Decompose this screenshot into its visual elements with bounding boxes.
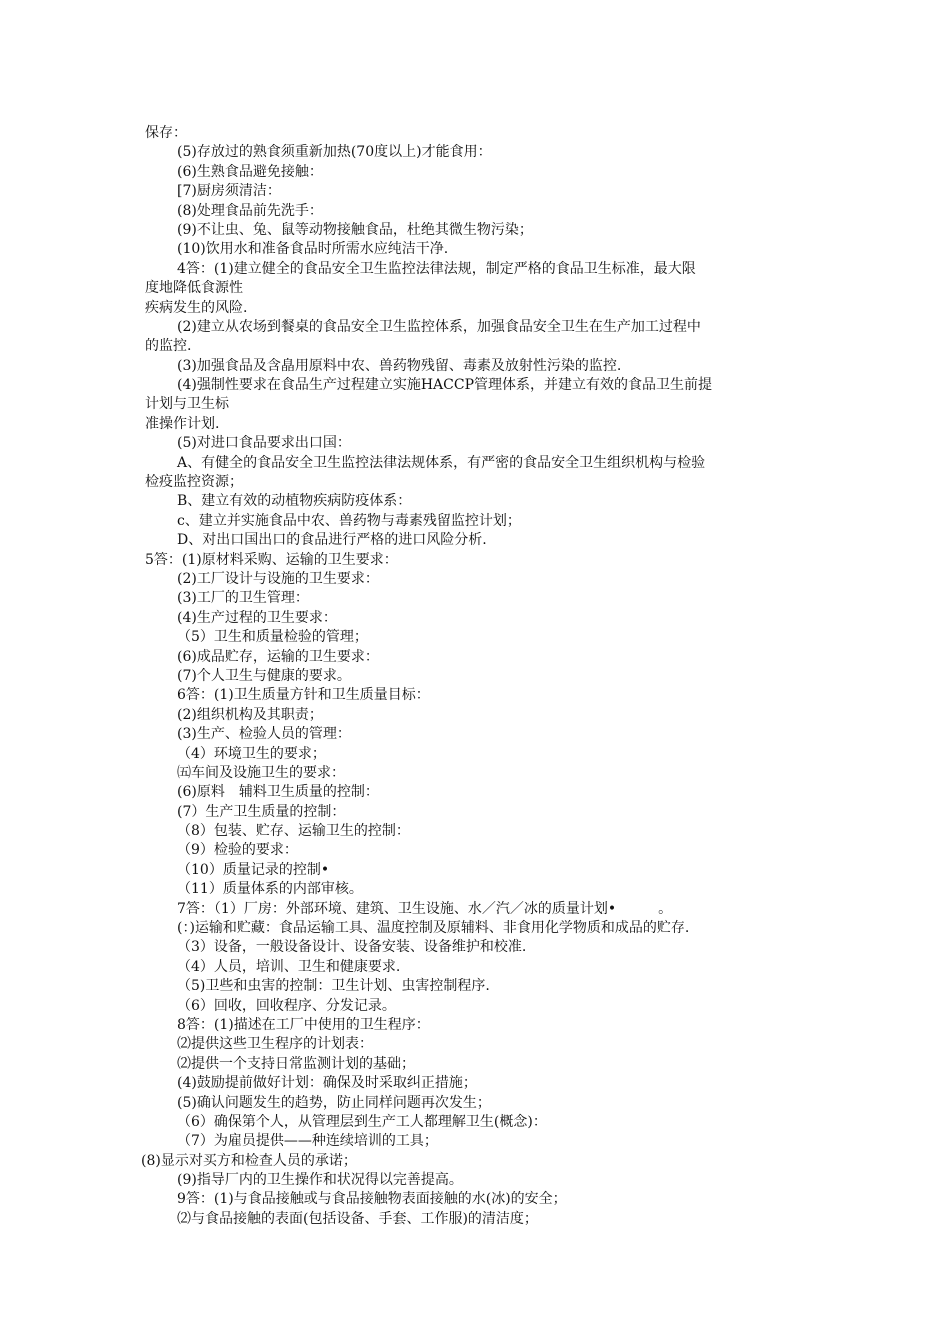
text-line: (7）生产卫生质量的控制：: [177, 803, 346, 820]
text-line: 7答：（1）厂房：外部环境、建筑、卫生设施、水／汽／冰的质量计划• 。: [177, 900, 673, 917]
text-line: (3)加强食品及含皛用原料中农、兽药物残留、毒素及放射性污染的监控.: [177, 357, 622, 374]
text-line: 计划与卫生标: [145, 396, 229, 413]
text-line: (5)存放过的熟食须重新加热(70度以上)才能食用：: [177, 144, 492, 161]
text-line: （11）质量体系的内部审核。: [177, 881, 363, 898]
text-line: (2)工厂设计与设施的卫生要求：: [177, 570, 379, 587]
text-line: (7)个人卫生与健康的要求。: [177, 667, 351, 684]
text-line: 6答：(1)卫生质量方针和卫生质量目标：: [177, 687, 430, 704]
text-line: (4)强制性要求在食品生产过程建立实施HACCP管理体系，并建立有效的食品卫生前提: [177, 377, 712, 394]
text-line: (9)不让虫、兔、鼠等动物接触食品，杜绝其微生物污染；: [177, 221, 533, 238]
text-line: 检疫监控资源；: [145, 474, 243, 491]
text-line: 准操作计划.: [145, 415, 220, 432]
text-line: c、建立并实施食品中农、兽药物与毒素残留监控计划；: [177, 512, 521, 529]
text-line: (3)生产、检验人员的管理：: [177, 726, 351, 743]
text-line: （5）卫生和质量检验的管理；: [177, 629, 368, 646]
text-line: 度地降低食源性: [145, 280, 243, 297]
text-line: ⑵提供这些卫生程序的计划表：: [177, 1036, 373, 1053]
text-line: [7)厨房须清洁：: [177, 183, 281, 200]
text-line: A、有健全的食品安全卫生监控法律法规体系，有严密的食品安全卫生组织机构与检验: [177, 454, 706, 471]
text-line: (8)显示对买方和检查人员的承诺；: [141, 1152, 357, 1169]
text-line: ⑵与食品接触的表面(包括设备、手套、工作服)的清洁度；: [177, 1210, 538, 1227]
text-line: （4）人员，培训、卫生和健康要求.: [177, 958, 401, 975]
text-line: (6)原料 辅料卫生质量的控制：: [177, 784, 379, 801]
text-line: (2)建立从农场到餐桌的食品安全卫生监控体系，加强食品安全卫生在生产加工过程中: [177, 318, 701, 335]
text-line: （8）包装、贮存、运输卫生的控制：: [177, 823, 410, 840]
text-line: （9）检验的要求：: [177, 842, 298, 859]
text-line: ⑵提供一个支持日常监测计划的基础；: [177, 1055, 415, 1072]
text-line: (4)生产过程的卫生要求：: [177, 609, 337, 626]
text-line: (5)确认问题发生的趋势，防止同样问题再次发生；: [177, 1094, 491, 1111]
document-body-text: [141, 124, 815, 1229]
text-line: (3)工厂的卫生管理：: [177, 590, 309, 607]
text-line: (2)组织机构及其职责；: [177, 706, 323, 723]
text-line: 8答：(1)描述在工厂中使用的卫生程序：: [177, 1016, 430, 1033]
text-line: 疾病发生的风险.: [145, 299, 248, 316]
text-line: (4)鼓励提前做好计划：确保及时采取纠正措施；: [177, 1075, 477, 1092]
text-line: 5答：(1)原材料采购、运输的卫生要求：: [145, 551, 398, 568]
text-line: （7）为雇员提供——种连续培训的工具；: [177, 1133, 438, 1150]
text-line: (10)饮用水和准备食品时所需水应纯洁干净.: [177, 241, 449, 258]
text-line: (9)指导厂内的卫生操作和状况得以完善提高。: [177, 1172, 463, 1189]
text-line: 4答：(1)建立健全的食品安全卫生监控法律法规，制定严格的食品卫生标准，最大限: [177, 260, 696, 277]
text-line: (5)对进口食品要求出口国：: [177, 435, 351, 452]
text-line: （3）设备，一般设备设计、设备安装、设备维护和校准.: [177, 939, 527, 956]
text-line: B、建立有效的动植物疾病防疫体系：: [177, 493, 412, 510]
text-line: (8)处理食品前先洗手：: [177, 202, 323, 219]
text-line: （4）环境卫生的要求；: [177, 745, 326, 762]
text-line: (：)运输和贮藏：食品运输工具、温度控制及原辅料、非食用化学物质和成品的贮存.: [177, 920, 690, 937]
text-line: （6）确保第个人，从管理层到生产工人都理解卫生(概念)：: [177, 1113, 547, 1130]
text-line: (6)生熟食品避免接触：: [177, 163, 323, 180]
text-line: （5)卫些和虫害的控制：卫生计划、虫害控制程序.: [177, 978, 490, 995]
text-line: ㈤车间及设施卫生的要求：: [177, 764, 345, 781]
text-line: 的监控.: [145, 338, 192, 355]
text-line: （10）质量记录的控制•: [177, 861, 330, 878]
text-line: D、对出口国出口的食品进行严格的进口风险分析.: [177, 532, 487, 549]
text-line: 保存：: [145, 125, 187, 141]
text-line: （6）回收，回收程序、分发记录。: [177, 997, 396, 1014]
text-line: 9答：(1)与食品接触或与食品接触物表面接触的水(冰)的安全；: [177, 1191, 567, 1208]
text-line: (6)成品贮存，运输的卫生要求：: [177, 648, 379, 665]
